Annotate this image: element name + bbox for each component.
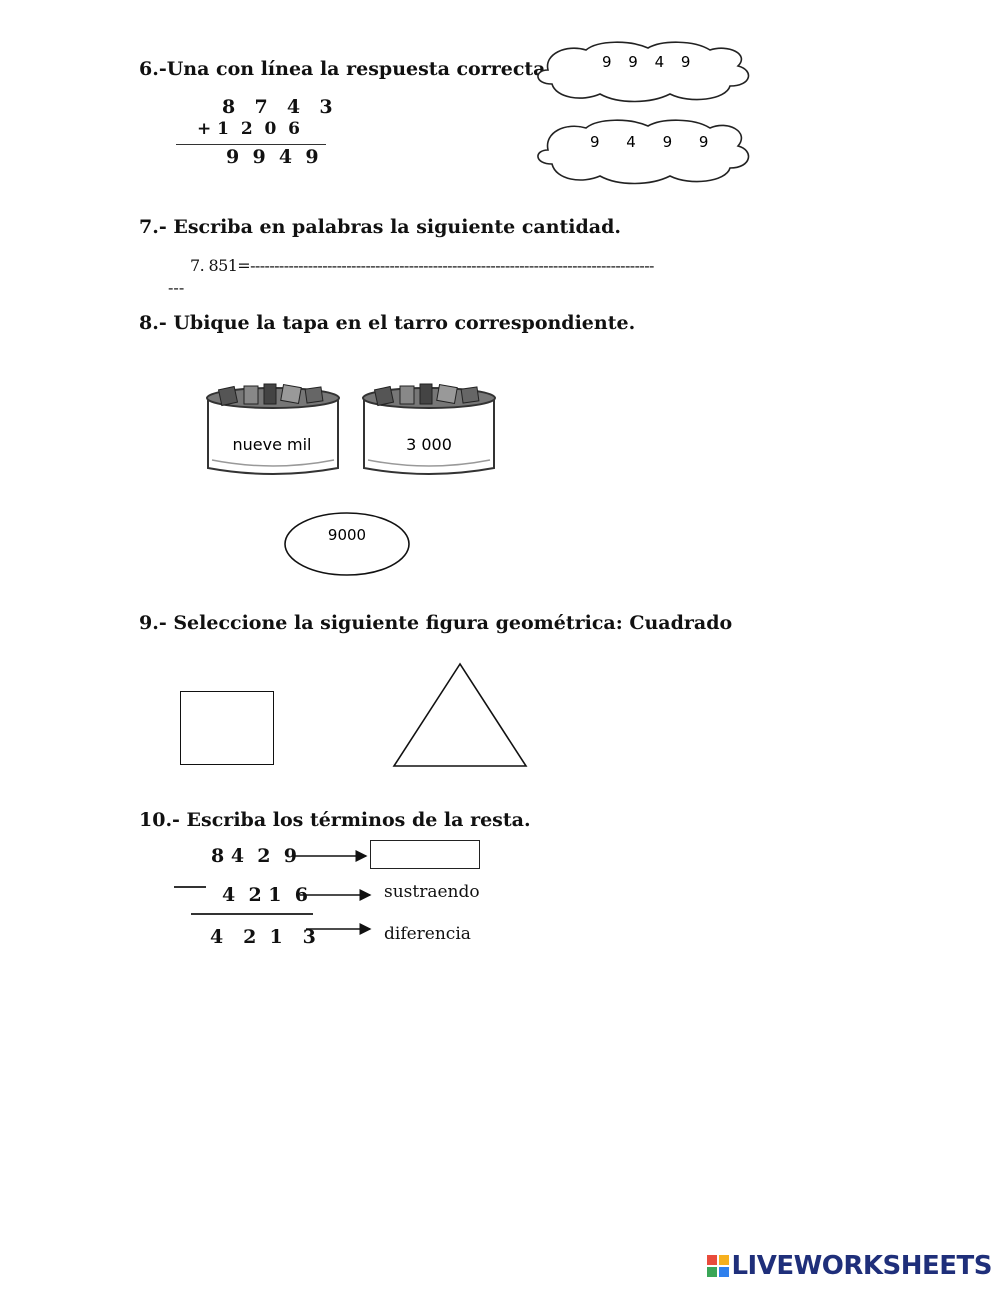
question-8-title: 8.- Ubique la tapa en el tarro correspondiente.	[139, 312, 636, 334]
difference: 4 2 1 3	[210, 926, 316, 948]
label-diferencia: diferencia	[384, 924, 471, 944]
question-6-title: 6.-Una con línea la respuesta correcta	[139, 58, 546, 80]
addend-1: 8 7 4 3	[222, 96, 335, 118]
triangle-shape[interactable]	[390, 660, 530, 770]
lid-label: 9000	[327, 526, 367, 544]
label-sustraendo: sustraendo	[384, 882, 480, 902]
jar-1-label: nueve mil	[232, 435, 312, 454]
arrows	[290, 845, 380, 945]
answer-cloud-1[interactable]	[530, 40, 755, 106]
jar-2-label: 3 000	[406, 435, 452, 454]
question-7-title: 7.- Escriba en palabras la siguiente cantidad.	[139, 216, 622, 238]
subtrahend: 4 2 1 6	[222, 884, 308, 906]
question-9-title: 9.- Seleccione la siguiente figura geométrica: Cuadrado	[139, 612, 733, 634]
minuend: 8 4 2 9	[211, 845, 297, 867]
question-7-prompt: 7. 851=------------------------------------------------------------------------------------	[190, 256, 654, 275]
liveworksheets-logo	[707, 1251, 992, 1281]
jar-1[interactable]	[198, 380, 348, 480]
question-10-title: 10.- Escriba los términos de la resta.	[139, 809, 531, 831]
answer-cloud-1-text: 9 9 4 9	[602, 53, 697, 71]
sum-line	[176, 144, 326, 145]
square-shape[interactable]	[180, 691, 274, 765]
jar-2[interactable]	[354, 380, 504, 480]
logo-icon	[707, 1255, 729, 1277]
addend-2: + 1 2 0 6	[197, 119, 300, 139]
logo-text: LIVEWORKSHEETS	[731, 1251, 992, 1281]
minus-sign	[174, 886, 206, 888]
question-7-prompt-cont: ---	[168, 278, 185, 297]
answer-cloud-2-text: 9 4 9 9	[590, 133, 720, 151]
minuend-answer-box[interactable]	[370, 840, 480, 869]
lid-ellipse[interactable]	[282, 510, 412, 580]
sum-result: 9 9 4 9	[226, 146, 319, 168]
answer-cloud-2[interactable]	[530, 116, 755, 188]
